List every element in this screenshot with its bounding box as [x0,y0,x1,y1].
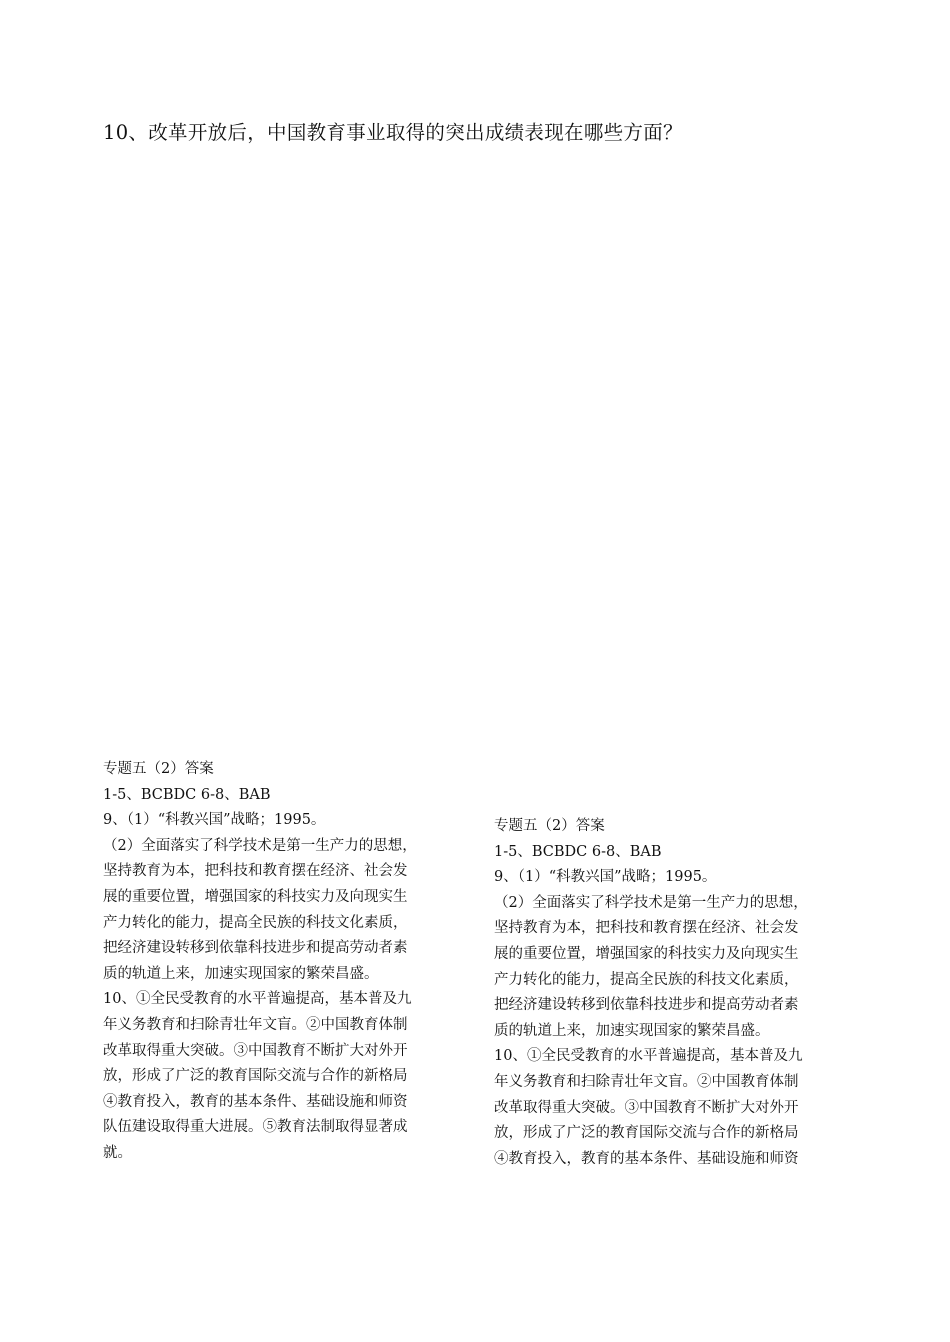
answer-line: 坚持教育为本，把科技和教育摆在经济、社会发 [494,920,799,937]
answer-line: 放，形成了广泛的教育国际交流与合作的新格局 [103,1068,408,1085]
answer-line: 专题五（2）答案 [494,818,605,834]
answer-line: 1-5、BCBDC 6-8、BAB [494,843,662,860]
answer-line: 9、（1）“科教兴国”战略；1995。 [494,869,717,886]
answer-line: （2）全面落实了科学技术是第一生产力的思想， [103,837,417,854]
answer-line: 改革取得重大突破。③中国教育不断扩大对外开 [103,1042,408,1059]
answer-key-left [103,757,473,1167]
answer-line: ④教育投入，教育的基本条件、基础设施和师资 [103,1093,408,1110]
answer-line: 专题五（2）答案 [103,761,214,777]
answer-line: 年义务教育和扫除青壮年文盲。②中国教育体制 [103,1016,408,1033]
answer-key-right [494,814,864,1172]
answer-line: 坚持教育为本，把科技和教育摆在经济、社会发 [103,863,408,880]
question-10: 10、改革开放后，中国教育事业取得的突出成绩表现在哪些方面？ [103,121,683,144]
answer-line: 队伍建设取得重大进展。⑤教育法制取得显著成 [103,1119,408,1136]
answer-line: ④教育投入，教育的基本条件、基础设施和师资 [494,1150,799,1167]
answer-line: 10、①全民受教育的水平普遍提高，基本普及九 [103,991,412,1008]
answer-line: 展的重要位置，增强国家的科技实力及向现实生 [103,888,408,905]
answer-line: 改革取得重大突破。③中国教育不断扩大对外开 [494,1099,799,1116]
answer-line: 就。 [103,1144,132,1161]
answer-line: 展的重要位置，增强国家的科技实力及向现实生 [494,945,799,962]
answer-line: 1-5、BCBDC 6-8、BAB [103,786,271,803]
answer-line: 9、（1）“科教兴国”战略；1995。 [103,812,326,829]
answer-line: 把经济建设转移到依靠科技进步和提高劳动者素 [494,997,799,1014]
answer-line: 把经济建设转移到依靠科技进步和提高劳动者素 [103,940,408,957]
answer-line: 10、①全民受教育的水平普遍提高，基本普及九 [494,1048,803,1065]
answer-line: （2）全面落实了科学技术是第一生产力的思想， [494,894,808,911]
answer-line: 产力转化的能力，提高全民族的科技文化素质， [494,971,799,988]
answer-line: 年义务教育和扫除青壮年文盲。②中国教育体制 [494,1073,799,1090]
answer-line: 放，形成了广泛的教育国际交流与合作的新格局 [494,1125,799,1142]
answer-line: 质的轨道上来，加速实现国家的繁荣昌盛。 [103,965,379,982]
answer-line: 质的轨道上来，加速实现国家的繁荣昌盛。 [494,1022,770,1039]
answer-line: 产力转化的能力，提高全民族的科技文化素质， [103,914,408,931]
